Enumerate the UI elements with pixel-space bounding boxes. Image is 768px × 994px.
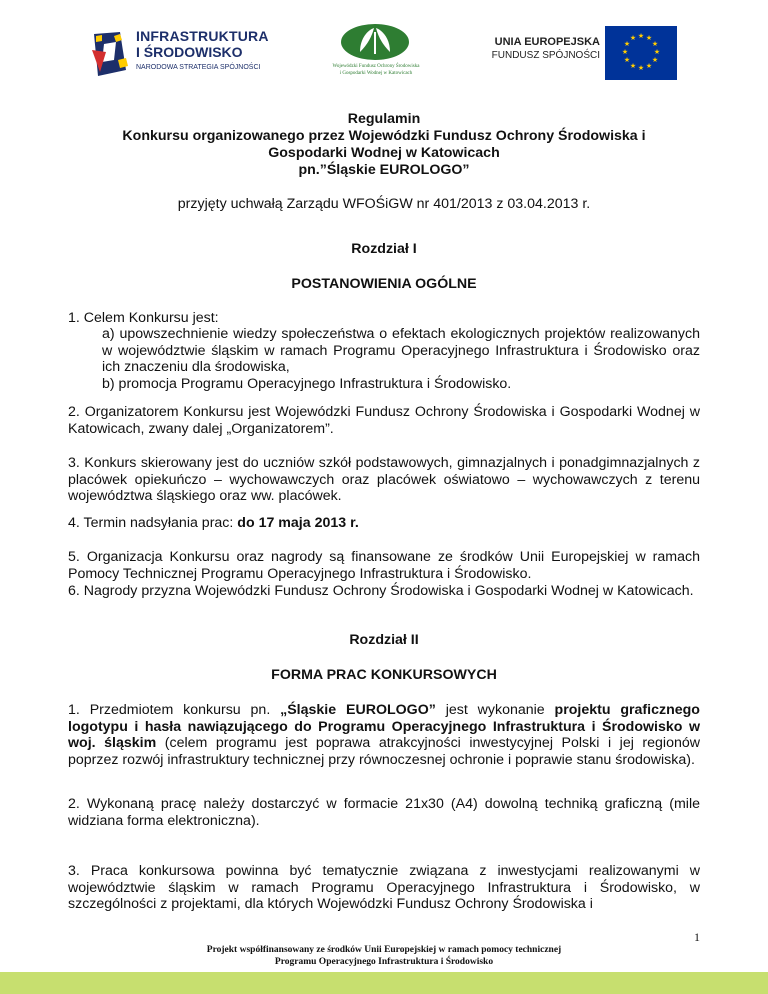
chapter2-title: FORMA PRAC KONKURSOWYCH xyxy=(271,667,497,683)
wfosigw-logo-line2: i Gospodarki Wodnej w Katowicach xyxy=(339,71,413,76)
ch2-point2: 2. Wykonaną pracę należy dostarczyć w formacie 21x30 (A4) dowolną techniką graficzną (mile widziana forma elektroniczna). xyxy=(68,796,700,829)
document-title: Regulamin xyxy=(347,111,421,127)
svg-text:★: ★ xyxy=(629,34,637,42)
title-line3: pn.”Śląskie EUROLOGO” xyxy=(298,162,470,178)
ch1-point5: 5. Organizacja Konkursu oraz nagrody są finansowane ze środków Unii Europejskiej w ramach Pomocy Technicznej Programu Operacyjnego Infrastruktura i Środowisko. xyxy=(68,549,700,582)
svg-text:★: ★ xyxy=(623,56,631,64)
ch1-point4 xyxy=(68,515,700,532)
ch1-point1-intro: 1. Celem Konkursu jest: xyxy=(68,310,219,326)
page-number: 1 xyxy=(694,930,700,944)
ch1-point4-text: 4. Termin nadsyłania prac: xyxy=(68,515,238,531)
svg-text:★: ★ xyxy=(629,62,637,70)
ch2-point1-name: „Śląskie EUROLOGO” xyxy=(280,702,436,718)
svg-text:★: ★ xyxy=(651,40,659,48)
svg-text:★: ★ xyxy=(621,48,629,56)
ch2-point1-c: jest wykonanie xyxy=(435,702,555,718)
svg-text:★: ★ xyxy=(637,64,645,72)
svg-text:★: ★ xyxy=(645,62,653,70)
chapter1-label: Rozdział I xyxy=(351,241,417,257)
adoption-note: przyjęty uchwałą Zarządu WFOŚiGW nr 401/2013 z 03.04.2013 r. xyxy=(177,196,591,212)
infrastruktura-logo-line3: NARODOWA STRATEGIA SPÓJNOŚCI xyxy=(136,64,261,71)
ch1-point3: 3. Konkurs skierowany jest do uczniów szkół podstawowych, gimnazjalnych i ponadgimnazjalnych z placówek opiekuńczo – wychowawczych oraz placówek oświatowo – wychowawczych z terenu województwa śląskiego oraz ww. placówek. xyxy=(68,455,700,505)
footer-green-bar xyxy=(0,972,768,994)
infrastruktura-logo-line2: I ŚRODOWISKO xyxy=(136,44,243,60)
svg-text:★: ★ xyxy=(645,34,653,42)
infrastruktura-logo-line1: INFRASTRUKTURA xyxy=(136,28,269,44)
ch1-point6: 6. Nagrody przyzna Wojewódzki Fundusz Ochrony Środowiska i Gospodarki Wodnej w Katowicach. xyxy=(68,583,694,599)
eu-logo-line1: UNIA EUROPEJSKA xyxy=(494,36,600,48)
ch1-point4-deadline: do 17 maja 2013 r. xyxy=(237,515,359,531)
chapter1-title: POSTANOWIENIA OGÓLNE xyxy=(291,276,477,292)
svg-text:★: ★ xyxy=(653,48,661,56)
svg-text:★: ★ xyxy=(637,32,645,40)
chapter2-label: Rozdział II xyxy=(349,632,419,648)
ch2-point1-subject: projektu graficznego logotypu i hasła nawiązującego do Programu Operacyjnego Infrastruktura i Środowisko w woj. śląskim xyxy=(68,702,700,752)
ch1-point1-b: b) promocja Programu Operacyjnego Infrastruktura i Środowisko. xyxy=(102,376,512,392)
infrastruktura-flag-icon xyxy=(90,30,130,80)
ch2-point1-e: (celem programu jest poprawa atrakcyjności inwestycyjnej Polski i jej regionów poprzez rozwój infrastruktury technicznej przy równoczesnej ochronie i poprawie stanu środowiska). xyxy=(68,735,700,768)
eu-flag-icon xyxy=(605,26,677,80)
wfosigw-logo-line1: Wojewódzki Fundusz Ochrony Środowiska xyxy=(332,64,420,69)
svg-text:★: ★ xyxy=(623,40,631,48)
ch2-point1-a: 1. Przedmiotem konkursu pn. xyxy=(68,702,281,718)
ch2-point3: 3. Praca konkursowa powinna być tematycznie związana z inwestycjami realizowanymi w województwie śląskim w ramach Programu Operacyjnego Infrastruktura i Środowisko, w szczególności z projektami, dla których Wojewódzki Fundusz Ochrony Środowiska i xyxy=(68,863,700,913)
eu-cohesion-fund-logo xyxy=(488,26,678,84)
wfosigw-logo xyxy=(320,22,450,88)
footer xyxy=(0,944,768,968)
logo-bar xyxy=(0,18,768,88)
leaf-emblem-icon xyxy=(338,22,412,62)
title-line2: Gospodarki Wodnej w Katowicach xyxy=(268,145,500,161)
footer-line2: Programu Operacyjnego Infrastruktura i Środowisko xyxy=(274,957,494,967)
ch1-point2: 2. Organizatorem Konkursu jest Wojewódzki Fundusz Ochrony Środowiska i Gospodarki Wodnej w Katowicach, zwany dalej „Organizatorem”. xyxy=(68,404,700,437)
svg-text:★: ★ xyxy=(651,56,659,64)
ch1-point1-a: a) upowszechnienie wiedzy społeczeństwa o efektach ekologicznych projektów realizowanych w województwie śląskim w ramach Programu Operacyjnego Infrastruktura i Środowisko oraz ich znaczeniu dla środowiska, xyxy=(102,326,700,376)
footer-line1: Projekt współfinansowany ze środków Unii Europejskiej w ramach pomocy technicznej xyxy=(206,945,562,955)
infrastruktura-srodowisko-logo xyxy=(90,26,280,86)
eu-logo-line2: FUNDUSZ SPÓJNOŚCI xyxy=(491,50,600,61)
ch2-point1 xyxy=(68,702,700,768)
title-line1: Konkursu organizowanego przez Wojewódzki Fundusz Ochrony Środowiska i xyxy=(122,128,646,144)
